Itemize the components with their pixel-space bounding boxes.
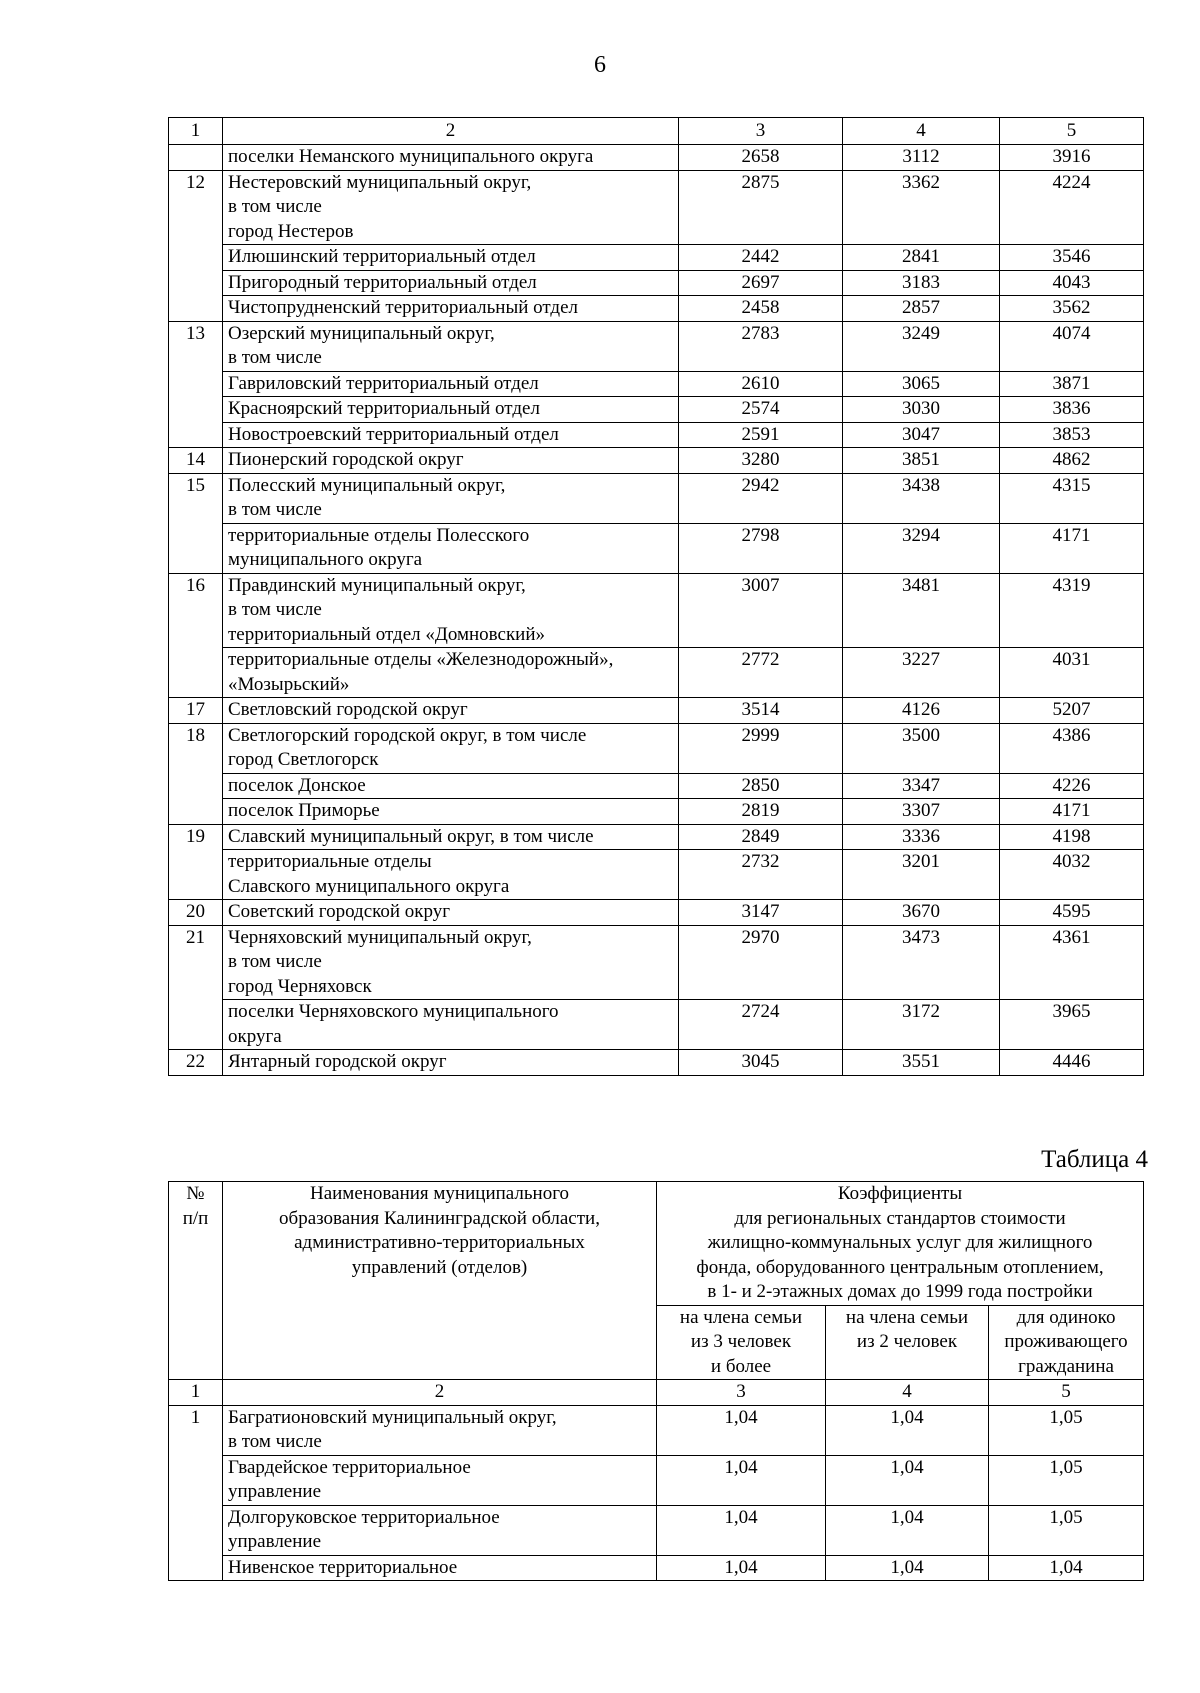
value-col-3: 2849 [679,824,843,850]
table-row [169,698,1144,724]
value-col-5: 1,05 [989,1505,1144,1555]
value-col-4: 3438 [843,473,1000,523]
header-family-2: на члена семьи из 2 человек [826,1305,989,1380]
value-col-4: 1,04 [826,1405,989,1455]
header-col-5: 5 [1000,118,1144,145]
value-col-5: 4043 [1000,270,1144,296]
value-col-5: 3836 [1000,397,1144,423]
table-row [169,422,1144,448]
value-col-3: 3045 [679,1050,843,1076]
value-col-4: 3065 [843,371,1000,397]
row-name: поселки Черняховского муниципального округа [223,1000,679,1050]
value-col-4: 3201 [843,850,1000,900]
value-col-3: 2724 [679,1000,843,1050]
value-col-3: 3147 [679,900,843,926]
value-col-3: 2732 [679,850,843,900]
row-number: 13 [169,321,223,448]
table-row [169,900,1144,926]
value-col-3: 2875 [679,170,843,245]
table-row [169,1505,1144,1555]
value-col-3: 1,04 [657,1555,826,1581]
value-col-5: 3871 [1000,371,1144,397]
row-name: Светлогорский городской округ, в том числе город Светлогорск [223,723,679,773]
header-single: для одиноко проживающего гражданина [989,1305,1144,1380]
row-number: 22 [169,1050,223,1076]
row-name: Черняховский муниципальный округ, в том числе город Черняховск [223,925,679,1000]
value-col-4: 3249 [843,321,1000,371]
row-name: Славский муниципальный округ, в том числе [223,824,679,850]
page-number: 6 [594,52,606,78]
row-number: 20 [169,900,223,926]
value-col-4: 3551 [843,1050,1000,1076]
row-name: территориальные отделы Славского муниципального округа [223,850,679,900]
value-col-3: 2783 [679,321,843,371]
row-name: Правдинский муниципальный округ, в том числе территориальный отдел «Домновский» [223,573,679,648]
value-col-5: 1,05 [989,1455,1144,1505]
row-name: Илюшинский территориальный отдел [223,245,679,271]
header-col-2: 2 [223,118,679,145]
row-name: Нивенское территориальное [223,1555,657,1581]
coefficients-table-4 [168,1181,1144,1581]
table-header-row [169,1182,1144,1306]
value-col-5: 1,05 [989,1405,1144,1455]
value-col-5: 4446 [1000,1050,1144,1076]
value-col-4: 1,04 [826,1555,989,1581]
row-name: Полесский муниципальный округ, в том числе [223,473,679,523]
value-col-3: 2819 [679,799,843,825]
row-name: Чистопрудненский территориальный отдел [223,296,679,322]
index-col-4: 4 [826,1380,989,1406]
table-row [169,270,1144,296]
value-col-4: 2841 [843,245,1000,271]
value-col-3: 2697 [679,270,843,296]
row-number: 15 [169,473,223,573]
row-name: Долгоруковское территориальное управление [223,1505,657,1555]
table-index-row [169,1380,1144,1406]
value-col-5: 3853 [1000,422,1144,448]
value-col-3: 3007 [679,573,843,648]
row-name: Светловский городской округ [223,698,679,724]
row-name: Пригородный территориальный отдел [223,270,679,296]
value-col-4: 1,04 [826,1455,989,1505]
value-col-5: 4198 [1000,824,1144,850]
value-col-4: 3473 [843,925,1000,1000]
value-col-3: 1,04 [657,1405,826,1455]
value-col-4: 3362 [843,170,1000,245]
value-col-5: 4171 [1000,523,1144,573]
value-col-3: 1,04 [657,1505,826,1555]
table-row [169,523,1144,573]
index-col-1: 1 [169,1380,223,1406]
table-row [169,1555,1144,1581]
table-row [169,1455,1144,1505]
value-col-3: 2458 [679,296,843,322]
row-number: 14 [169,448,223,474]
header-col-3: 3 [679,118,843,145]
value-col-3: 2591 [679,422,843,448]
value-col-4: 3227 [843,648,1000,698]
value-col-3: 2574 [679,397,843,423]
table-row [169,648,1144,698]
value-col-4: 3500 [843,723,1000,773]
value-col-3: 2442 [679,245,843,271]
value-col-3: 2942 [679,473,843,523]
table-row [169,245,1144,271]
table-row [169,850,1144,900]
row-number: 19 [169,824,223,900]
table-row [169,296,1144,322]
row-name: Гавриловский территориальный отдел [223,371,679,397]
header-number: № п/п [169,1182,223,1380]
row-name: Гвардейское территориальное управление [223,1455,657,1505]
table-4-caption: Таблица 4 [1041,1146,1148,1173]
value-col-3: 3280 [679,448,843,474]
value-col-4: 3294 [843,523,1000,573]
value-col-4: 3112 [843,145,1000,171]
value-col-5: 4386 [1000,723,1144,773]
row-name: Новостроевский территориальный отдел [223,422,679,448]
table-row [169,321,1144,371]
value-col-5: 5207 [1000,698,1144,724]
table-row [169,448,1144,474]
row-name: поселок Донское [223,773,679,799]
table-row [169,145,1144,171]
header-family-3: на члена семьи из 3 человек и более [657,1305,826,1380]
value-col-5: 3916 [1000,145,1144,171]
value-col-4: 3047 [843,422,1000,448]
value-col-3: 2850 [679,773,843,799]
value-col-4: 4126 [843,698,1000,724]
row-number: 16 [169,573,223,698]
row-number: 18 [169,723,223,824]
row-number: 21 [169,925,223,1050]
value-col-3: 2999 [679,723,843,773]
value-col-5: 3965 [1000,1000,1144,1050]
header-name: Наименования муниципального образования Калининградской области, административно-территориальных управлений (отделов) [223,1182,657,1380]
table-row [169,1000,1144,1050]
value-col-3: 2772 [679,648,843,698]
header-coefficients: Коэффициенты для региональных стандартов стоимости жилищно-коммунальных услуг для жилищного фонда, оборудованного центральным отоплением, в 1- и 2-этажных домах до 1999 года постройки [657,1182,1144,1306]
row-number: 17 [169,698,223,724]
value-col-5: 4074 [1000,321,1144,371]
table-row [169,925,1144,1000]
table-row [169,170,1144,245]
value-col-5: 3546 [1000,245,1144,271]
row-number [169,145,223,171]
table-row [169,799,1144,825]
row-number: 12 [169,170,223,321]
value-col-5: 1,04 [989,1555,1144,1581]
value-col-3: 2610 [679,371,843,397]
value-col-3: 1,04 [657,1455,826,1505]
value-col-4: 3030 [843,397,1000,423]
value-col-3: 2658 [679,145,843,171]
header-col-4: 4 [843,118,1000,145]
value-col-4: 3336 [843,824,1000,850]
row-number: 1 [169,1405,223,1581]
row-name: поселки Неманского муниципального округа [223,145,679,171]
value-col-5: 4595 [1000,900,1144,926]
table-row [169,473,1144,523]
value-col-4: 3307 [843,799,1000,825]
value-col-4: 3851 [843,448,1000,474]
row-name: Озерский муниципальный округ, в том числе [223,321,679,371]
row-name: территориальные отделы Полесского муниципального округа [223,523,679,573]
value-col-3: 2798 [679,523,843,573]
value-col-5: 3562 [1000,296,1144,322]
value-col-4: 3670 [843,900,1000,926]
table-row [169,824,1144,850]
value-col-4: 3183 [843,270,1000,296]
table-row [169,1050,1144,1076]
row-name: Янтарный городской округ [223,1050,679,1076]
value-col-5: 4032 [1000,850,1144,900]
index-col-5: 5 [989,1380,1144,1406]
row-name: Красноярский территориальный отдел [223,397,679,423]
header-col-1: 1 [169,118,223,145]
table-row [169,1405,1144,1455]
value-col-5: 4361 [1000,925,1144,1000]
value-col-4: 3347 [843,773,1000,799]
table-row [169,371,1144,397]
index-col-3: 3 [657,1380,826,1406]
index-col-2: 2 [223,1380,657,1406]
table-header-row [169,118,1144,145]
table-row [169,773,1144,799]
value-col-4: 3172 [843,1000,1000,1050]
row-name: Пионерский городской округ [223,448,679,474]
table-row [169,723,1144,773]
row-name: территориальные отделы «Железнодорожный», «Мозырьский» [223,648,679,698]
coefficients-table-continued [168,117,1144,1076]
value-col-4: 3481 [843,573,1000,648]
value-col-5: 4319 [1000,573,1144,648]
row-name: Нестеровский муниципальный округ, в том числе город Нестеров [223,170,679,245]
row-name: Советский городской округ [223,900,679,926]
row-name: Багратионовский муниципальный округ, в том числе [223,1405,657,1455]
value-col-5: 4862 [1000,448,1144,474]
table-row [169,573,1144,648]
value-col-5: 4171 [1000,799,1144,825]
value-col-5: 4224 [1000,170,1144,245]
value-col-3: 2970 [679,925,843,1000]
value-col-3: 3514 [679,698,843,724]
value-col-5: 4031 [1000,648,1144,698]
value-col-4: 2857 [843,296,1000,322]
row-name: поселок Приморье [223,799,679,825]
value-col-5: 4315 [1000,473,1144,523]
value-col-4: 1,04 [826,1505,989,1555]
value-col-5: 4226 [1000,773,1144,799]
table-row [169,397,1144,423]
